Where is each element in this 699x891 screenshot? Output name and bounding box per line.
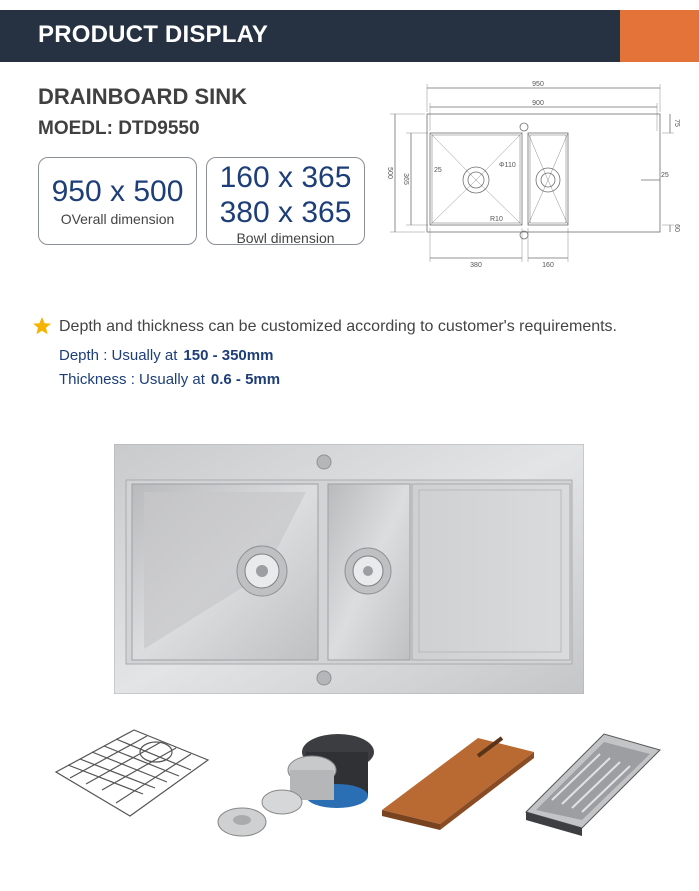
header-bar bbox=[0, 10, 699, 62]
dim-height: 500 bbox=[386, 167, 393, 179]
overall-dimension-box bbox=[38, 157, 197, 245]
note-text: Depth and thickness can be customized according to customer's requirements. bbox=[59, 318, 617, 335]
overall-dimension-label: OVerall dimension bbox=[60, 211, 175, 227]
dim-right-margin: 25 bbox=[661, 172, 669, 179]
star-icon bbox=[32, 316, 52, 336]
large-bowl-outline bbox=[430, 133, 522, 225]
cutting-board-image bbox=[380, 712, 536, 842]
bowl-dimension-box bbox=[206, 157, 365, 245]
dim-overall-width: 950 bbox=[532, 81, 544, 88]
dim-bowl-height: 365 bbox=[402, 173, 409, 185]
dim-top-margin: 75 bbox=[673, 119, 680, 127]
dim-bowl-small: 160 bbox=[542, 262, 554, 269]
depth-spec bbox=[59, 347, 273, 364]
bowl-dimension-value-1: 160 x 365 bbox=[219, 161, 352, 194]
dim-bottom-margin: 60 bbox=[673, 224, 680, 232]
thickness-value: 0.6 - 5mm bbox=[210, 371, 281, 388]
bowl-dimension-value-2: 380 x 365 bbox=[219, 196, 352, 229]
dim-inner-width: 900 bbox=[532, 100, 544, 107]
product-model: MOEDL: DTD9550 bbox=[38, 118, 200, 139]
strainer-image bbox=[212, 712, 390, 842]
overall-dimension-value: 950 x 500 bbox=[51, 175, 184, 208]
page-title: PRODUCT DISPLAY bbox=[38, 21, 269, 48]
depth-label: Depth : Usually at bbox=[59, 347, 178, 364]
dim-drain: Φ110 bbox=[499, 162, 516, 169]
grid-rack-image bbox=[46, 712, 214, 842]
colander-image bbox=[522, 712, 664, 842]
product-name: DRAINBOARD SINK bbox=[38, 84, 247, 109]
technical-drawing bbox=[382, 76, 682, 276]
sink-outline bbox=[427, 114, 660, 232]
bowl-dimension-label: Bowl dimension bbox=[236, 230, 335, 246]
dim-bowl-large: 380 bbox=[470, 262, 482, 269]
depth-value: 150 - 350mm bbox=[183, 347, 274, 364]
thickness-label: Thickness : Usually at bbox=[59, 371, 205, 388]
dim-left-margin: 25 bbox=[434, 167, 442, 174]
dim-radius: R10 bbox=[490, 216, 503, 223]
header-accent bbox=[620, 10, 699, 62]
sink-photo bbox=[114, 444, 584, 694]
thickness-spec bbox=[59, 371, 280, 388]
